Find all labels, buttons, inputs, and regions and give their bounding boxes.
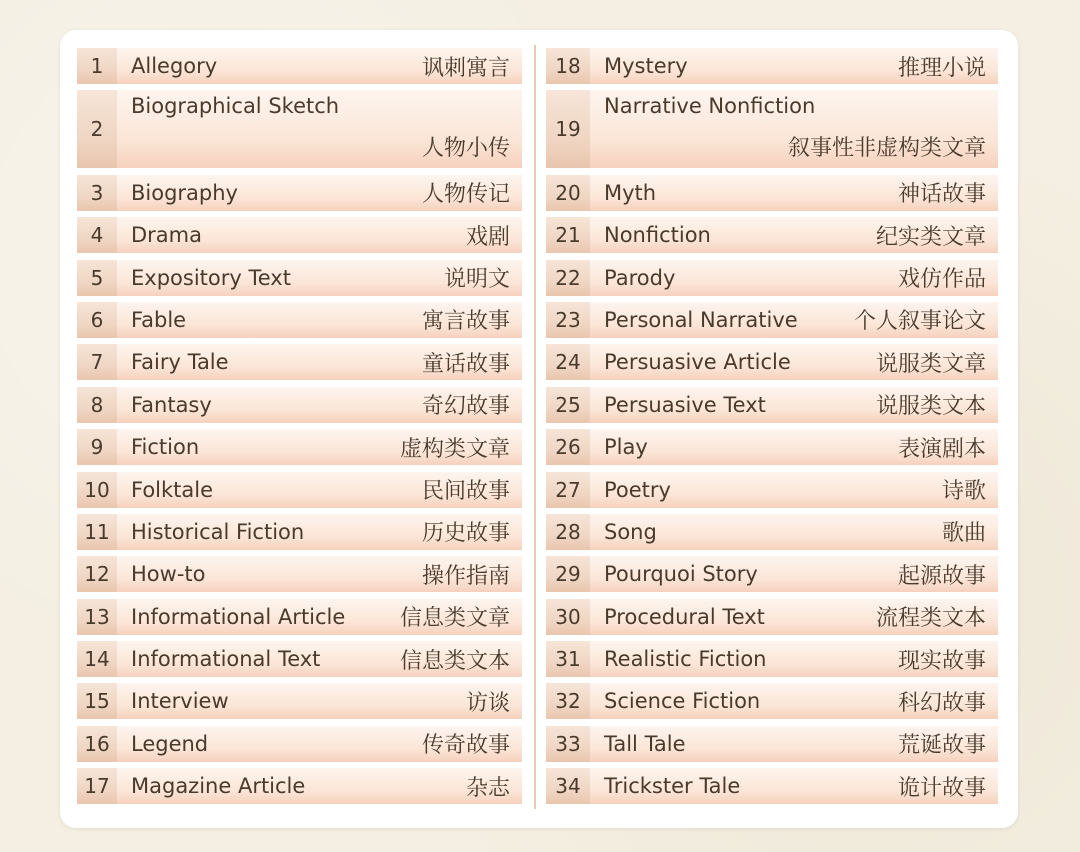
genre-chinese: 科幻故事 [897,690,986,716]
row-number: 11 [77,514,117,550]
row-number: 16 [77,726,117,762]
row-number: 23 [546,302,590,338]
column-divider [534,45,536,809]
genre-row [546,599,998,635]
genre-row [77,514,522,550]
genre-row [77,90,522,168]
genre-row [77,768,522,804]
genre-column-right [546,48,998,811]
row-number: 9 [77,429,117,465]
genre-row [546,472,998,508]
genre-row [77,556,522,592]
genre-english: Procedural Text [604,604,765,629]
genre-chinese: 人物传记 [421,182,510,208]
genre-chinese: 说明文 [443,267,510,293]
genre-row [77,726,522,762]
genre-chinese: 纪实类文章 [875,224,986,250]
row-number: 24 [546,344,590,380]
genre-row [546,90,998,168]
genre-row [546,641,998,677]
row-number: 15 [77,683,117,719]
genre-english: Historical Fiction [131,519,305,544]
genre-chinese: 讽刺寓言 [421,55,510,81]
row-number: 22 [546,260,590,296]
genre-row [546,175,998,211]
genre-chinese: 虚构类文章 [399,436,510,462]
genre-chinese: 杂志 [465,775,510,801]
genre-row [546,683,998,719]
genre-english: Fairy Tale [131,350,229,375]
genre-english: Allegory [131,54,218,78]
genre-row [77,302,522,338]
genre-row [546,768,998,804]
genre-english: Tall Tale [604,731,686,756]
genre-english: Biographical Sketch [131,94,340,119]
genre-english: Play [604,435,648,460]
row-number: 26 [546,429,590,465]
genre-chinese: 起源故事 [897,563,986,589]
row-number: 5 [77,260,117,296]
genre-chinese: 寓言故事 [421,309,510,335]
genre-row [546,48,998,84]
row-number: 1 [77,48,117,84]
genre-english: Realistic Fiction [604,647,767,672]
genre-chinese: 戏仿作品 [897,267,986,293]
row-number: 33 [546,726,590,762]
genre-row [77,641,522,677]
genre-row [77,387,522,423]
genre-english: Drama [131,223,202,248]
genre-english: Expository Text [131,265,291,290]
row-number: 14 [77,641,117,677]
genre-english: Science Fiction [604,689,761,714]
row-number: 29 [546,556,590,592]
genre-table-card [60,30,1018,828]
row-number: 12 [77,556,117,592]
genre-row [546,387,998,423]
genre-chinese: 说服类文本 [875,394,986,420]
genre-chinese: 童话故事 [421,351,510,377]
genre-english: Myth [604,180,657,205]
genre-row [77,48,522,84]
row-number: 34 [546,768,590,804]
genre-english: Interview [131,689,229,714]
genre-english: Fiction [131,435,200,460]
genre-chinese: 流程类文本 [875,606,986,632]
genre-chinese: 表演剧本 [897,436,986,462]
genre-english: Folktale [131,477,214,502]
genre-chinese: 现实故事 [897,648,986,674]
genre-chinese: 戏剧 [465,224,510,250]
row-number: 31 [546,641,590,677]
genre-row [77,683,522,719]
genre-row [77,175,522,211]
row-number: 6 [77,302,117,338]
row-number: 4 [77,217,117,253]
genre-row [546,429,998,465]
genre-english: Personal Narrative [604,307,798,332]
genre-row [77,260,522,296]
genre-row [546,217,998,253]
genre-chinese: 传奇故事 [421,733,510,759]
genre-english: Parody [604,265,676,290]
row-number: 32 [546,683,590,719]
row-number: 27 [546,472,590,508]
genre-chinese: 信息类文章 [399,606,510,632]
genre-chinese: 操作指南 [421,563,510,589]
genre-row [546,302,998,338]
genre-chinese: 说服类文章 [875,351,986,377]
genre-english: Informational Text [131,647,321,672]
row-number: 17 [77,768,117,804]
genre-row [77,217,522,253]
row-number: 25 [546,387,590,423]
genre-chinese: 荒诞故事 [897,733,986,759]
row-number: 8 [77,387,117,423]
row-number: 28 [546,514,590,550]
genre-row [546,726,998,762]
genre-english: Persuasive Text [604,392,766,417]
genre-chinese: 人物小传 [421,136,510,162]
genre-row [546,260,998,296]
genre-chinese: 奇幻故事 [421,394,510,420]
genre-english: Persuasive Article [604,350,791,375]
genre-chinese: 历史故事 [421,521,510,547]
genre-english: Song [604,519,657,544]
row-number: 18 [546,48,590,84]
genre-english: Magazine Article [131,774,306,799]
row-number: 10 [77,472,117,508]
genre-english: Informational Article [131,604,346,629]
row-number: 21 [546,217,590,253]
genre-english: Fable [131,307,187,332]
genre-english: Nonfiction [604,223,711,248]
genre-chinese: 推理小说 [897,55,986,81]
genre-chinese: 歌曲 [941,521,986,547]
genre-row [77,599,522,635]
row-number: 30 [546,599,590,635]
genre-english: How-to [131,562,206,587]
genre-chinese: 诗歌 [941,479,986,505]
genre-english: Legend [131,731,209,756]
genre-english: Mystery [604,54,688,78]
genre-english: Pourquoi Story [604,562,758,587]
genre-chinese: 信息类文本 [399,648,510,674]
genre-english: Fantasy [131,392,212,417]
genre-row [546,556,998,592]
genre-row [77,344,522,380]
genre-chinese: 民间故事 [421,479,510,505]
genre-english: Poetry [604,477,671,502]
genre-chinese: 个人叙事论文 [853,309,986,335]
genre-chinese: 诡计故事 [897,775,986,801]
genre-english: Narrative Nonfiction [604,94,816,119]
genre-english: Biography [131,180,238,205]
row-number: 2 [77,90,117,168]
genre-row [77,472,522,508]
genre-english: Trickster Tale [604,774,741,799]
row-number: 20 [546,175,590,211]
genre-chinese: 神话故事 [897,182,986,208]
genre-row [77,429,522,465]
row-number: 19 [546,90,590,168]
genre-chinese: 叙事性非虚构类文章 [787,136,986,162]
row-number: 3 [77,175,117,211]
genre-row [546,344,998,380]
genre-chinese: 访谈 [465,690,510,716]
row-number: 13 [77,599,117,635]
row-number: 7 [77,344,117,380]
genre-row [546,514,998,550]
genre-column-left [77,48,522,811]
